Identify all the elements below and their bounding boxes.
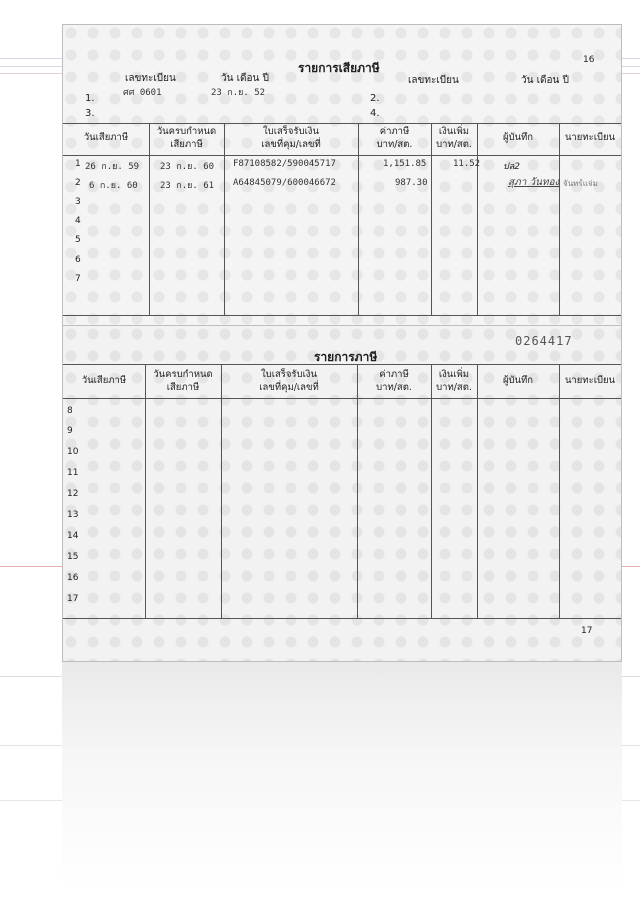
date-label: วัน เดือน ปี	[221, 73, 269, 84]
reg-label: เลขทะเบียน	[125, 73, 176, 84]
table-line	[431, 123, 432, 315]
column-header: เงินเพิ่ม บาท/สต.	[436, 126, 472, 150]
table-line	[63, 155, 621, 156]
row-number: 17	[67, 594, 79, 604]
reg-row-number: 4.	[370, 108, 380, 119]
reg-row-number: 1.	[85, 93, 95, 104]
page-title: รายการเสียภาษี	[298, 61, 380, 75]
row-number: 5	[75, 235, 81, 245]
tax-record-page-bottom	[62, 325, 622, 662]
table-line	[63, 398, 621, 399]
column-header: วันเสียภาษี	[81, 375, 127, 386]
column-header: วันครบกำหนด เสียภาษี	[156, 126, 217, 150]
table-line	[63, 315, 621, 316]
tax-record-page-top	[62, 24, 622, 326]
page-title: รายการภาษี	[314, 350, 378, 364]
table-line	[477, 364, 478, 618]
reg-plate: ศศ 0601	[123, 88, 162, 98]
paid-date: 26 ก.ย. 59	[85, 162, 140, 172]
table-line	[149, 123, 150, 315]
row-number: 8	[67, 406, 73, 416]
row-number: 7	[75, 274, 81, 284]
page-number: 17	[581, 626, 593, 636]
due-date: 23 ก.ย. 61	[160, 181, 215, 191]
page-number: 16	[583, 55, 595, 65]
scan-shadow	[62, 660, 622, 890]
table-line	[357, 364, 358, 618]
column-header: วันครบกำหนด เสียภาษี	[153, 369, 213, 393]
reg-label: เลขทะเบียน	[408, 75, 459, 86]
paid-date: 6 ก.ย. 60	[89, 181, 138, 191]
row-number: 2	[75, 178, 81, 188]
row-number: 1	[75, 159, 81, 169]
table-line	[477, 123, 478, 315]
column-header: เงินเพิ่ม บาท/สต.	[436, 369, 472, 393]
row-number: 9	[67, 426, 73, 436]
table-line	[431, 364, 432, 618]
due-date: 23 ก.ย. 60	[160, 162, 215, 172]
column-header: นายทะเบียน	[564, 375, 616, 386]
column-header: นายทะเบียน	[564, 132, 616, 143]
column-header: ค่าภาษี บาท/สต.	[376, 126, 413, 150]
column-header: ใบเสร็จรับเงิน เลขที่คุม/เลขที่	[259, 369, 319, 393]
row-number: 10	[67, 447, 79, 457]
table-line	[559, 123, 560, 315]
row-number: 14	[67, 531, 79, 541]
tax-amount: 1,151.85	[383, 159, 427, 169]
reg-row-number: 2.	[370, 93, 380, 104]
row-number: 6	[75, 255, 81, 265]
row-number: 15	[67, 552, 79, 562]
receipt-number: A64845079/600046672	[233, 178, 336, 188]
column-header: ผู้บันทึก	[502, 132, 534, 143]
table-line	[63, 364, 621, 365]
table-line	[63, 123, 621, 124]
row-number: 4	[75, 216, 81, 226]
recorder-signature: สุภา วันทอง	[508, 177, 560, 188]
tax-amount: 987.30	[395, 178, 428, 188]
row-number: 3	[75, 197, 81, 207]
row-number: 11	[67, 468, 79, 478]
reg-date: 23 ก.ย. 52	[211, 88, 266, 98]
column-header: วันเสียภาษี	[83, 132, 129, 143]
table-line	[145, 364, 146, 618]
row-number: 16	[67, 573, 79, 583]
table-line	[221, 364, 222, 618]
column-header: ใบเสร็จรับเงิน เลขที่คุม/เลขที่	[261, 126, 321, 150]
reg-row-number: 3.	[85, 108, 95, 119]
registrar-stamp: จันทร์แจ่ม	[563, 179, 598, 188]
row-number: 12	[67, 489, 79, 499]
extra-amount: 11.52	[453, 159, 481, 169]
date-label: วัน เดือน ปี	[521, 75, 569, 86]
table-line	[224, 123, 225, 315]
serial-number: 0264417	[515, 334, 573, 348]
row-number: 13	[67, 510, 79, 520]
column-header: ค่าภาษี บาท/สต.	[376, 369, 412, 393]
table-line	[358, 123, 359, 315]
column-header: ผู้บันทึก	[502, 375, 534, 386]
table-line	[559, 364, 560, 618]
table-line	[63, 618, 621, 619]
recorder-signature: ปล2	[503, 162, 520, 172]
receipt-number: F87108582/590045717	[233, 159, 336, 169]
